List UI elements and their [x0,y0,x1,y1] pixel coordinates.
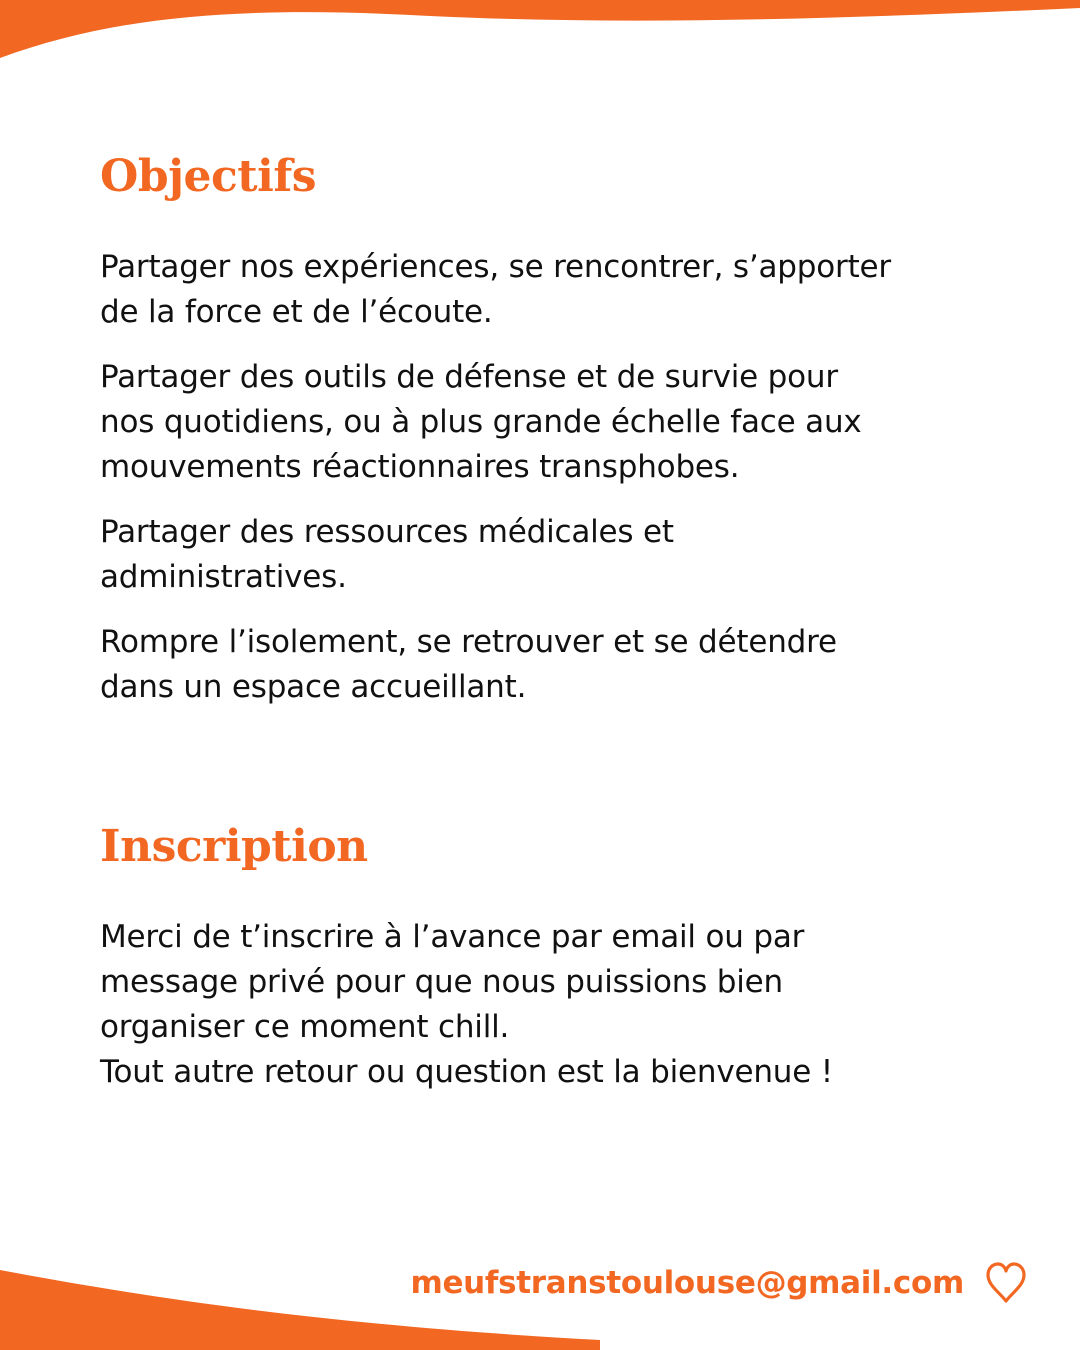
objectif-paragraph-2 [100,355,1000,490]
text-line: dans un espace accueillant. [100,669,527,705]
top-wave-shape [0,0,1080,58]
text-line: message privé pour que nous puissions bien [100,964,783,1000]
objectif-paragraph-3 [100,510,1000,600]
text-line: de la force et de l’écoute. [100,294,493,330]
inscription-paragraph [100,915,1000,1095]
text-line: Tout autre retour ou question est la bienvenue ! [100,1054,834,1090]
inscription-title: Inscription [100,821,368,872]
text-line: nos quotidiens, ou à plus grande échelle face aux [100,404,862,440]
text-line: Rompre l’isolement, se retrouver et se détendre [100,624,837,660]
email-link[interactable]: meufstranstoulouse@gmail.com [410,1265,964,1301]
heart-outline-icon [982,1259,1030,1307]
objectifs-title: Objectifs [100,151,317,202]
text-line: Merci de t’inscrire à l’avance par email ou par [100,919,805,955]
objectif-paragraph-4 [100,620,1000,710]
text-line: organiser ce moment chill. [100,1009,510,1045]
text-line: mouvements réactionnaires transphobes. [100,449,740,485]
text-line: Partager des ressources médicales et [100,514,674,550]
text-line: Partager des outils de défense et de survie pour [100,359,838,395]
heart-outline-shape [988,1264,1024,1301]
objectif-paragraph-1 [100,245,1000,335]
text-line: Partager nos expériences, se rencontrer, s’apporter [100,249,891,285]
footer-contact [410,1258,1030,1308]
text-line: administratives. [100,559,347,595]
top-wave-decoration [0,0,1080,70]
